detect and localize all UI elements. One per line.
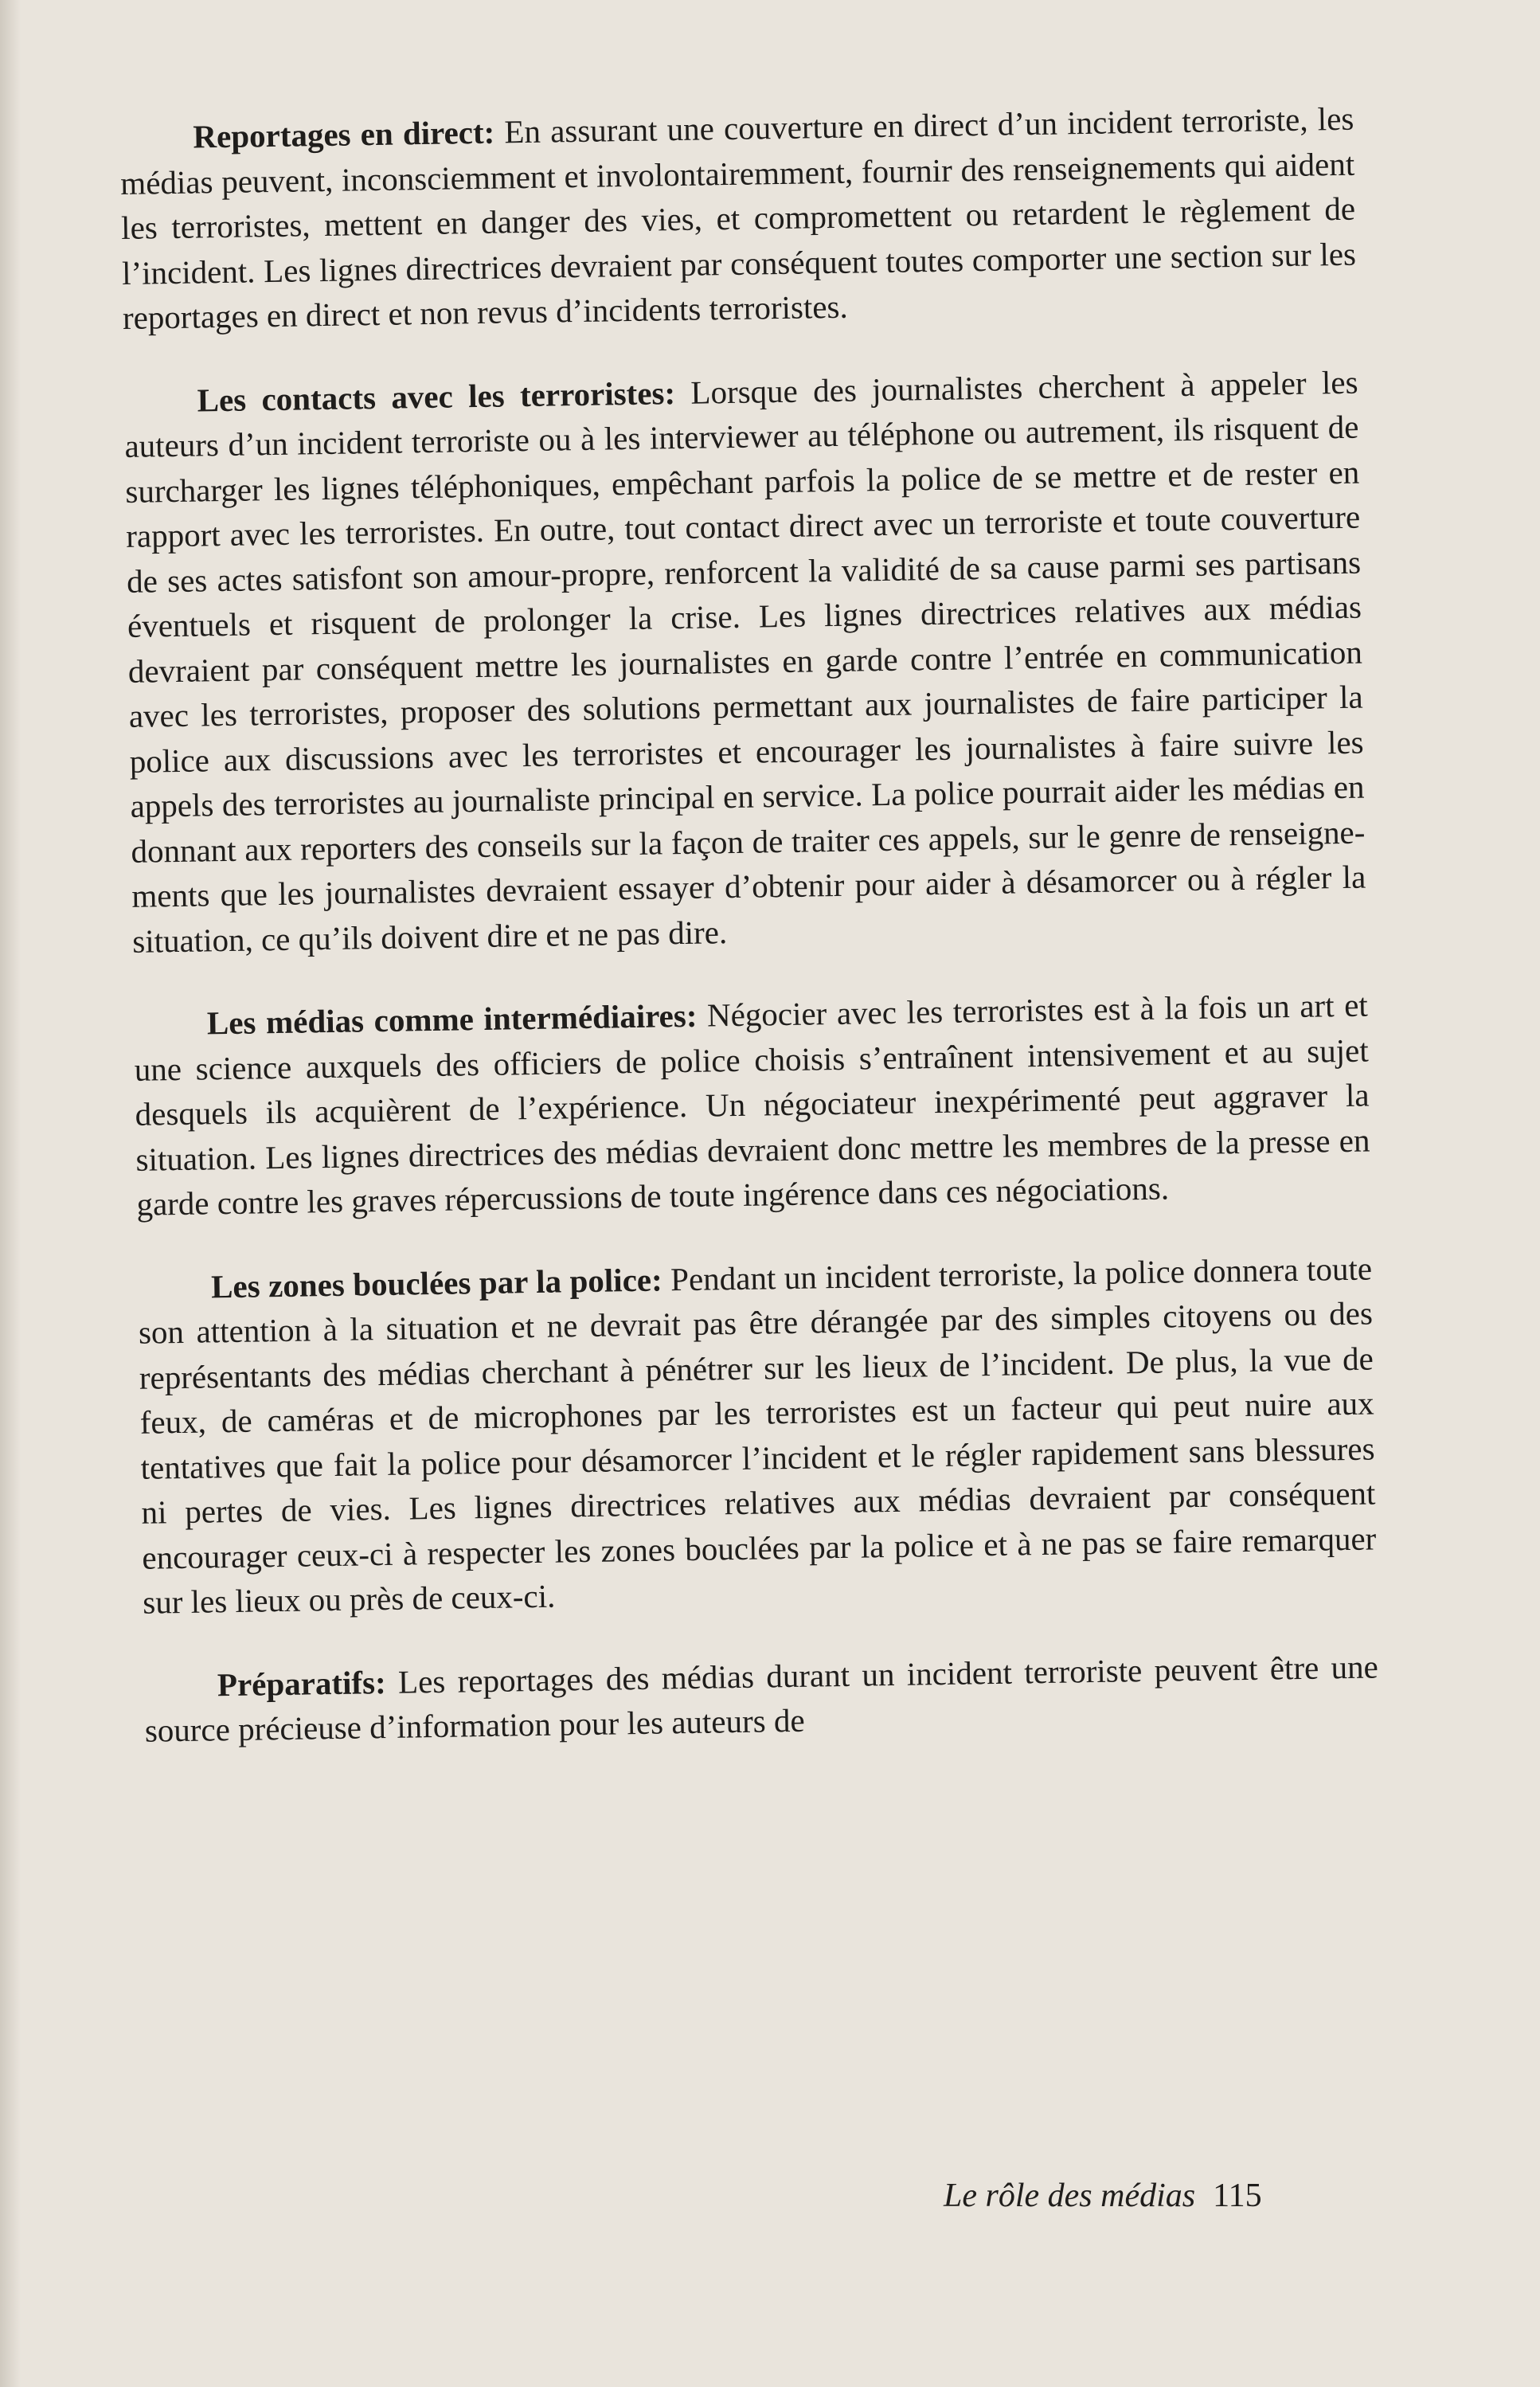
page-gutter-shadow	[0, 0, 21, 2387]
paragraph-heading: Les zones bouclées par la police:	[210, 1260, 663, 1305]
running-title: Le rôle des médias	[944, 2178, 1196, 2214]
paragraph-text: Les reportages des médias durant un incident terroriste peuvent être une source précieuse d’information pour les auteurs de	[144, 1647, 1379, 1749]
paragraph-text: Pendant un incident terroriste, la police donnera toute son attention à la situation et ne devrait pas être dérangée par des simples citoyens ou des représentants des médias cherchant à pénétrer sur les lieux de l’incident. De plus, la vue de feux, de caméras et de microphones par les terroristes est un facteur qui peut nuire aux tentatives que fait la police pour désamorcer l’incident et le régler rapidement sans blessures ni pertes de vies. Les lignes directrices relatives aux médias devraient par conséquent encourager ceux-ci à respecter les zones bouclées par la police et à ne pas se faire remarquer sur les lieux ou près de ceux-ci.	[138, 1249, 1377, 1621]
paragraph-media-as-intermediaries	[133, 983, 1370, 1227]
paragraph-heading: Préparatifs:	[217, 1663, 387, 1703]
paragraph-text: En assurant une couverture en direct d’un incident terroriste, les médias peuvent, inconsciemment et involontairemment, fournir des renseignements qui aident les terroristes, mettent en danger des vies, et compromettent ou retardent le règlement de l’incident. Les lignes directrices devraient par conséquent toutes comporter une section sur les reportages en direct et non revus d’incidents terroristes.	[119, 100, 1357, 336]
page-number: 115	[1213, 2178, 1262, 2214]
paragraph-contacts-with-terrorists	[123, 359, 1366, 964]
paragraph-police-cordoned-zones	[138, 1246, 1378, 1625]
paragraph-preparations	[144, 1644, 1380, 1753]
paragraph-heading: Les médias comme intermédiaires:	[206, 996, 698, 1042]
paragraph-heading: Les contacts avec les terroristes:	[197, 374, 676, 419]
running-footer	[944, 2177, 1262, 2215]
paragraph-live-reporting	[119, 96, 1357, 341]
paragraph-text: Lorsque des journalistes cherchent à appeler les auteurs d’un incident terroriste ou à les interviewer au téléphone ou autrement, ils risquent de surcharger les lignes téléphoniques, empêchant parfois la police de se mettre et de rester en rapport avec les terroristes. En outre, tout contact direct avec un terroriste et toute couverture de ses actes satisfont son amour-propre, renforcent la validité de sa cause parmi ses partisans éventuels et risquent de prolonger la crise. Les lignes directrices relatives aux médias devraient par conséquent mettre les journalistes en garde contre l’entrée en communication avec les terroristes, proposer des solutions permettant aux journalistes de faire participer la police aux discussions avec les terroristes et encourager les journalistes à faire suivre les appels des terroristes au journaliste principal en service. La police pourrait aider les médias en donnant aux reporters des conseils sur la façon de traiter ces appels, sur le genre de renseignements que les journalistes devraient essayer d’obtenir pour aider à désamorcer ou à régler la situation, ce qu’ils doivent dire et ne pas dire.	[124, 363, 1366, 960]
paragraph-heading: Reportages en direct:	[193, 113, 495, 155]
body-text	[119, 96, 1379, 1754]
paragraph-text: Négocier avec les terroristes est à la fois un art et une science auxquels des officiers de police choisis s’entraînent intensivement et au sujet desquels ils acquièrent de l’expérience. Un négociateur inexpérimenté peut aggraver la situation. Les lignes directrices des médias devraient donc mettre les membres de la presse en garde contre les graves répercussions de toute ingérence dans ces négociations.	[134, 986, 1370, 1223]
